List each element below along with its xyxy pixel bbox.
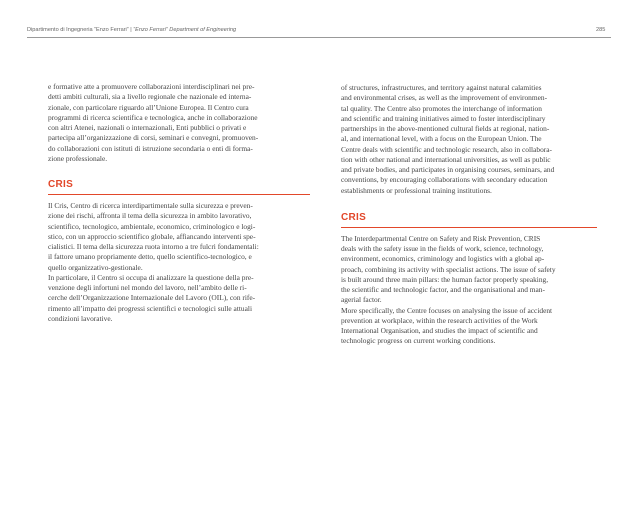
text-line: Il Cris, Centro di ricerca interdipartimentale sulla sicurezza e preven- <box>48 201 253 210</box>
text-line: quello organizzativo-gestionale. <box>48 262 143 272</box>
text-line: deals with the safety issue in the fields of work, science, technology, <box>341 244 544 253</box>
text-line: The Interdepartmental Centre on Safety and Risk Prevention, CRIS <box>341 233 541 243</box>
text-line: Centre deals with scientific and technologic research, also in collabora- <box>341 144 552 154</box>
text-line: zione professionale. <box>48 153 108 163</box>
text-line: programmi di ricerca scientifica e tecnologica, anche in collaborazione <box>48 112 258 122</box>
text-line: do collaborazioni con istituti di istruzione secondaria o enti di forma- <box>48 143 253 153</box>
header-dept-english: “Enzo Ferrari” Department of Engineering <box>133 27 237 33</box>
text-line: and scientific and training initiatives aimed to foster interdisciplinary <box>341 113 546 123</box>
text-line: rimento all’impatto dei progressi scientifici e tecnologici sulle attuali <box>48 303 253 313</box>
left-body-paragraph <box>48 201 310 324</box>
text-line: stico, con un approccio scientifico globale, affiancando interventi spe- <box>48 231 256 241</box>
text-line: con altri Atenei, nazionali o internazionali, Enti pubblici o privati e <box>48 123 247 132</box>
text-line: zionale, con particolare riguardo all’Unione Europea. Il Centro cura <box>48 102 249 112</box>
left-intro-paragraph <box>48 82 310 164</box>
text-line: In particolare, il Centro si occupa di analizzare la questione della pre- <box>48 272 254 282</box>
text-line: and environmental crises, as well as the improvement of environmen- <box>341 93 548 103</box>
left-section-title: CRIS <box>48 179 310 195</box>
text-line: condizioni lavorative. <box>48 313 113 323</box>
text-line: cialistici. Il tema della sicurezza ruota intorno a tre fulcri fondamentali: <box>48 242 259 251</box>
text-line: partnerships in the above-mentioned cultural fields at regional, nation- <box>341 124 550 133</box>
text-line: More specifically, the Centre focuses on analysing the issue of accident <box>341 305 553 315</box>
text-line: of structures, infrastructures, and territory against natural calamities <box>341 83 542 92</box>
running-header <box>27 27 236 33</box>
text-line: venzione degli infortuni nel mondo del lavoro, nell’ambito delle ri- <box>48 283 247 292</box>
header-separator: | <box>130 27 132 33</box>
text-line: cerche dell’Organizzazione Internazionale del Lavoro (OIL), con rife- <box>48 293 256 303</box>
text-line: agerial factor. <box>341 295 382 305</box>
header-dept-italian: Dipartimento di Ingegneria “Enzo Ferrari” <box>27 27 129 33</box>
right-section-title: CRIS <box>341 212 597 228</box>
text-line: environment, economics, criminology and logistics with a global ap- <box>341 254 545 264</box>
page-number: 285 <box>596 27 606 33</box>
left-column <box>48 82 310 324</box>
page-header <box>0 0 640 42</box>
right-column <box>341 83 597 347</box>
text-line: e formative atte a promuovere collaborazioni interdisciplinari nei pre- <box>48 82 255 91</box>
text-line: International Organisation, and studies the impact of scientific and <box>341 326 538 335</box>
text-line: tal quality. The Centre also promotes the interchange of information <box>341 103 542 113</box>
text-line: zione dei rischi, affronta il tema della sicurezza in ambito lavorativo, <box>48 211 252 221</box>
header-rule <box>27 37 611 38</box>
text-line: establishments or professional training institutions. <box>341 185 492 195</box>
text-line: partecipa all’organizzazione di corsi, seminari e convegni, promuoven- <box>48 133 259 143</box>
text-line: il fattore umano propriamente detto, quello scientifico-tecnologico, e <box>48 252 252 262</box>
text-line: al, and international level, with a focus on the European Union. The <box>341 134 542 144</box>
text-line: scientifico, tecnologico, ambientale, economico, criminologico e logi- <box>48 221 256 231</box>
text-line: and private bodies, and participates in organising courses, seminars, and <box>341 165 555 174</box>
text-line: proach, combining its activity with specialist actions. The issue of safety <box>341 264 556 274</box>
text-line: prevention at workplace, within the research activities of the Work <box>341 315 538 325</box>
text-line: is built around three main pillars: the human factor properly speaking, <box>341 274 549 284</box>
text-line: tion with other national and international universities, as well as public <box>341 154 551 164</box>
text-line: detti ambiti culturali, sia a livello regionale che nazionale ed interna- <box>48 92 252 102</box>
text-line: technologic progress on current working conditions. <box>341 336 496 346</box>
text-line: conventions, by encouraging collaborations with secondary education <box>341 175 548 185</box>
right-body-paragraph <box>341 234 597 347</box>
text-line: the scientific and technologic factor, and the organisational and man- <box>341 285 545 294</box>
right-intro-paragraph <box>341 83 597 196</box>
